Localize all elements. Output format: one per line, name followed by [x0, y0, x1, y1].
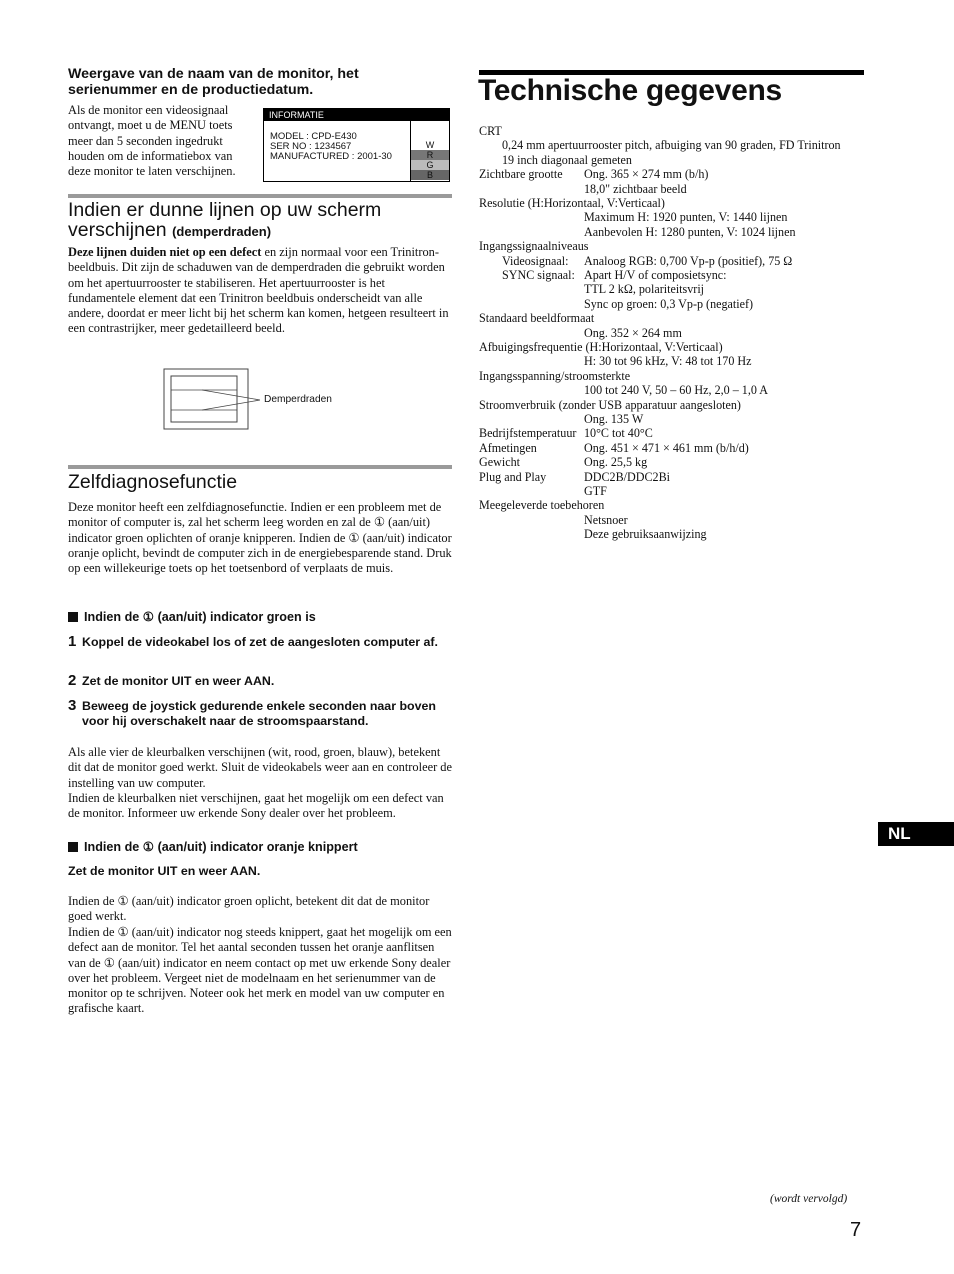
info-manufactured: MANUFACTURED : 2001-30 — [270, 151, 392, 162]
diagram-label: Demperdraden — [264, 394, 332, 405]
orange-heading-text: Indien de ① (aan/uit) indicator oranje knippert — [84, 840, 358, 854]
lines-heading-small: (demperdraden) — [172, 224, 272, 239]
step-3 — [68, 697, 452, 729]
self-heading: Zelfdiagnosefunctie — [68, 471, 238, 493]
spec-text: 19 inch diagonaal gemeten — [502, 152, 632, 167]
spec-sublabel: SYNC signaal: — [502, 268, 575, 282]
spec-label: Plug and Play — [479, 469, 547, 484]
square-bullet-icon — [68, 612, 78, 622]
spec-row — [479, 470, 869, 484]
lines-heading — [68, 200, 452, 242]
spec-row — [479, 124, 869, 138]
spec-value: Ong. 135 W — [584, 412, 644, 426]
section-rule-2 — [68, 465, 452, 469]
step-text: Koppel de videokabel los of zet de aangesloten computer af. — [82, 635, 438, 649]
spec-sublabel: Videosignaal: — [502, 253, 569, 268]
info-box-title: INFORMATIE — [264, 109, 449, 121]
spec-row — [479, 498, 869, 512]
spec-value: Netsnoer — [584, 512, 628, 527]
spec-row — [479, 196, 869, 210]
info-box — [263, 108, 450, 182]
square-bullet-icon — [68, 842, 78, 852]
step-number: 1 — [68, 633, 77, 650]
lines-text — [68, 245, 452, 337]
step-number: 3 — [68, 697, 77, 714]
spec-value: Analoog RGB: 0,700 Vp-p (positief), 75 Ω — [584, 253, 793, 268]
page-number: 7 — [850, 1219, 862, 1241]
spec-row — [479, 398, 869, 412]
bar-b: B — [411, 170, 449, 180]
spec-value: 10°C tot 40°C — [584, 426, 653, 441]
spec-value: TTL 2 kΩ, polariteitsvrij — [584, 282, 705, 297]
step-2 — [68, 672, 452, 689]
spec-text: 0,24 mm apertuurrooster pitch, afbuiging van 90 graden, FD Trinitron — [502, 138, 841, 153]
green-text: Als alle vier de kleurbalken verschijnen (wit, rood, groen, blauw), betekent dit dat de monitor goed werkt. Sluit de videokabels weer aan en controleer de instelling van uw computer. — [68, 745, 452, 790]
orange-step: Zet de monitor UIT en weer AAN. — [68, 864, 261, 878]
spec-value: Aanbevolen H: 1280 punten, V: 1024 lijnen — [584, 224, 796, 239]
spec-row — [479, 369, 869, 383]
bar-g: G — [411, 160, 449, 170]
spec-value: Ong. 365 × 274 mm (b/h) — [584, 167, 709, 182]
spec-label: Afmetingen — [479, 440, 537, 455]
green-heading — [68, 609, 316, 624]
spec-value: Apart H/V of composietsync: — [584, 268, 727, 282]
info-text: Als de monitor een videosignaal ontvangt, moet u de MENU toets meer dan 5 seconden ingedrukt houden om de informatiebox van deze monitor te laten verschijnen. — [68, 103, 236, 179]
green-heading-text: Indien de ① (aan/uit) indicator groen is — [84, 610, 316, 624]
spec-label: Ingangssignaalniveaus — [479, 239, 589, 254]
spec-label: Resolutie (H:Horizontaal, V:Verticaal) — [479, 196, 665, 210]
spec-label: Standaard beeldformaat — [479, 311, 595, 326]
lines-heading-text: Indien er dunne lijnen op uw scherm verschijnen — [68, 199, 382, 241]
section-rule — [68, 194, 452, 198]
continued-note: (wordt vervolgd) — [770, 1193, 848, 1205]
self-text: Deze monitor heeft een zelfdiagnosefunctie. Indien er een probleem met de monitor of computer is, zal het scherm leeg worden en zal de ① (aan/uit) indicator groen oplichten of oranje knipperen. Indien de ① (aan/uit) indicator oranje oplicht, bevindt de computer zich in de energiebesparende stand. Druk op een willekeurige toets op het toetsenbord of verplaats de muis. — [68, 500, 452, 576]
spec-row — [479, 239, 869, 253]
spec-label: Bedrijfstemperatuur — [479, 426, 577, 441]
spec-value: H: 30 tot 96 kHz, V: 48 tot 170 Hz — [584, 354, 752, 369]
spec-value: Maximum H: 1920 punten, V: 1440 lijnen — [584, 210, 788, 225]
spec-row — [479, 455, 869, 469]
spec-list — [479, 124, 869, 544]
info-serno: SER NO : 1234567 — [270, 141, 352, 152]
bar-r: R — [411, 150, 449, 160]
lines-text-bold: Deze lijnen duiden niet op een defect — [68, 245, 262, 259]
spec-value: Ong. 352 × 264 mm — [584, 325, 682, 340]
language-tab: NL — [878, 822, 954, 846]
spec-label: Stroomverbruik (zonder USB apparatuur aangesloten) — [479, 397, 741, 412]
spec-value: Deze gebruiksaanwijzing — [584, 527, 707, 542]
lines-text-rest: en zijn normaal voor een Trinitron-beeldbuis. Dit zijn de schaduwen van de demperdraden die gebruikt worden om het apertuurrooster te stabiliseren. Het apertuurrooster is het fundamentele element dat een Trinitron beeldbuis onderscheidt van alle andere, doordat er meer licht bij het scherm kan komen, hetgeen resulteert in een contrastrijker, meer gedetailleerd beeld. — [68, 245, 449, 336]
page-title: Technische gegevens — [478, 74, 782, 107]
spec-value: DDC2B/DDC2Bi — [584, 469, 671, 484]
step-text: Beweeg de joystick gedurende enkele seconden naar boven voor hij overschakelt naar de stroomspaarstand. — [82, 699, 436, 728]
spec-label: Ingangsspanning/stroomsterkte — [479, 368, 631, 383]
spec-label: Gewicht — [479, 455, 520, 470]
step-text: Zet de monitor UIT en weer AAN. — [82, 674, 275, 688]
step-1 — [68, 633, 452, 650]
spec-label: Zichtbare grootte — [479, 167, 563, 182]
spec-row — [479, 311, 869, 325]
spec-row — [479, 426, 869, 440]
step-number: 2 — [68, 672, 77, 689]
spec-value: Sync op groen: 0,3 Vp-p (negatief) — [584, 296, 754, 311]
spec-label: CRT — [479, 124, 502, 138]
spec-row — [479, 441, 869, 455]
spec-value: 18,0" zichtbaar beeld — [584, 181, 687, 196]
orange-text-1: Indien de ① (aan/uit) indicator groen oplicht, betekent dit dat de monitor goed werkt. — [68, 894, 430, 924]
info-heading: Weergave van de naam van de monitor, het serienummer en de productiedatum. — [68, 66, 359, 98]
spec-value: 100 tot 240 V, 50 – 60 Hz, 2,0 – 1,0 A — [584, 383, 768, 398]
bar-w: W — [411, 140, 449, 150]
spec-label: Afbuigingsfrequentie (H:Horizontaal, V:Verticaal) — [479, 340, 723, 354]
spec-value: Ong. 25,5 kg — [584, 455, 648, 470]
green-text-2: Indien de kleurbalken niet verschijnen, gaat het mogelijk om een defect van de monitor. Informeer uw erkende Sony dealer over het probleem. — [68, 791, 444, 821]
spec-row — [479, 340, 869, 354]
info-model: MODEL : CPD-E430 — [270, 131, 357, 142]
spec-value: GTF — [584, 484, 607, 498]
orange-heading — [68, 839, 358, 854]
spec-row — [479, 167, 869, 181]
spec-label: Meegeleverde toebehoren — [479, 498, 605, 513]
orange-text-2: Indien de ① (aan/uit) indicator nog steeds knippert, gaat het mogelijk om een defect aan de monitor. Tel het aantal seconden tussen het oranje aanflitsen van de ① (aan/uit) indicator en neem contact op met uw erkende Sony dealer over het probleem. Vergeet niet de modelnaam en het serienummer van de monitor op te schrijven. Noteer ook het merk en model van uw computer en grafische kaart. — [68, 925, 452, 1016]
spec-value: Ong. 451 × 471 × 461 mm (b/h/d) — [584, 440, 749, 455]
